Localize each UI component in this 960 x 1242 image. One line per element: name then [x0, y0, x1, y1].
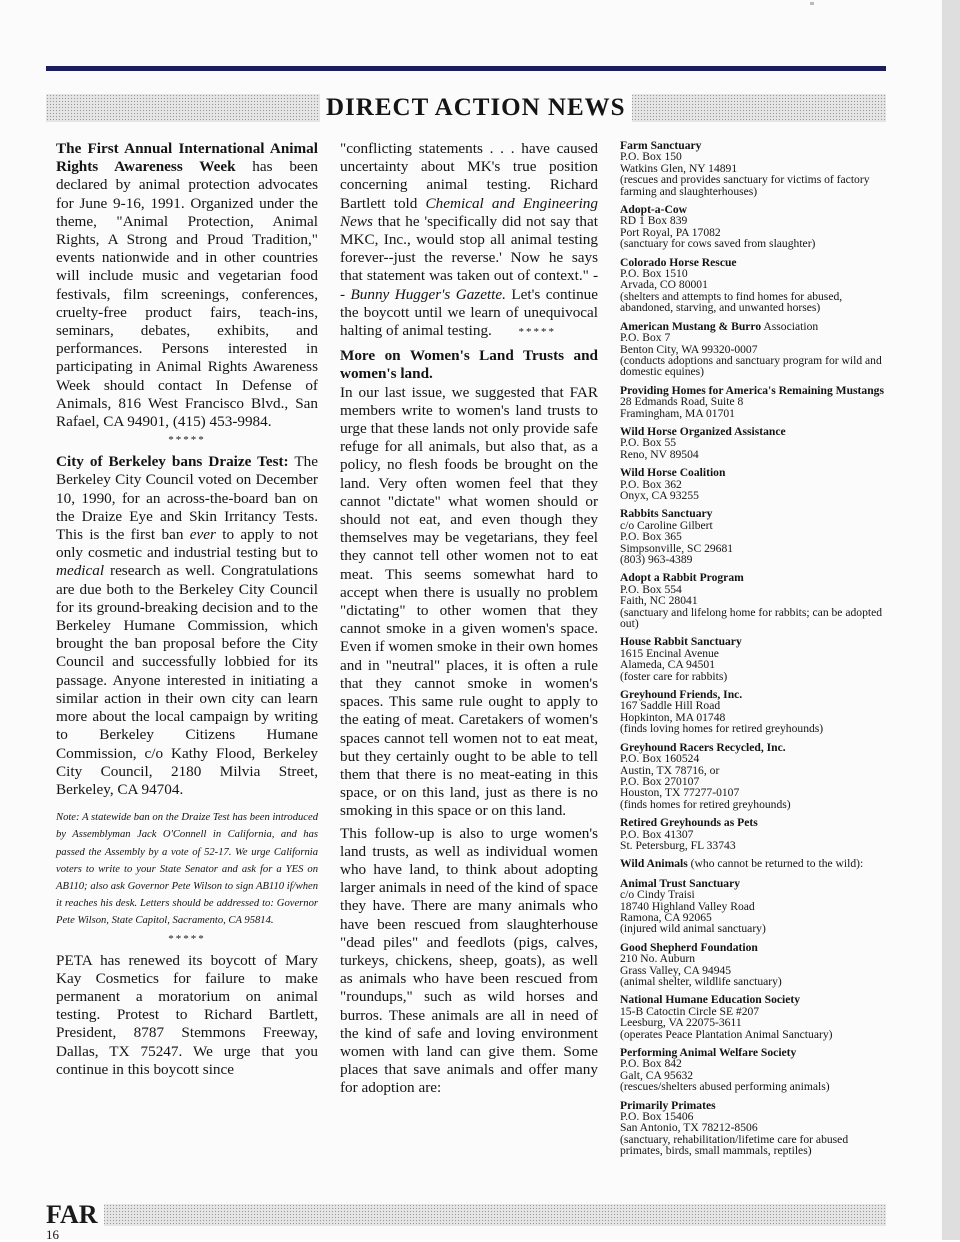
entry-name: [620, 817, 886, 828]
entry-line: Simpsonville, SC 29681: [620, 541, 734, 555]
entry-line: P.O. Box 362: [620, 477, 682, 491]
entry-line: (conducts adoptions and sanctuary program for wild and domestic equines): [620, 353, 882, 379]
article-body: Let's continue the boycott until we learn of unequivocal halting of animal testing.: [340, 285, 598, 340]
entry-line: P.O. Box 7: [620, 331, 671, 345]
entry-line: P.O. Box 554: [620, 582, 682, 596]
entry-name-text: Retired Greyhounds as Pets: [620, 816, 758, 830]
entry-line: P.O. Box 55: [620, 436, 677, 450]
directory-entry: [620, 942, 886, 988]
entry-name-text: House Rabbit Sanctuary: [620, 635, 742, 649]
entry-line: (operates Peace Plantation Animal Sanctuary): [620, 1027, 833, 1041]
page-number: 16: [46, 1227, 59, 1242]
entry-line: Framingham, MA 01701: [620, 406, 735, 420]
entry-name-text: Wild Horse Organized Assistance: [620, 424, 786, 438]
directory-entry: [620, 994, 886, 1040]
entry-line: (803) 963-4389: [620, 553, 693, 566]
article-body: to apply to not only cosmetic and industrial testing but to: [56, 526, 318, 562]
entry-line: 18740 Highland Valley Road: [620, 899, 755, 913]
entry-name-text: Performing Animal Welfare Society: [620, 1046, 797, 1060]
entry-line: (finds loving homes for retired greyhounds): [620, 722, 824, 736]
entry-name-text: American Mustang & Burro: [620, 319, 762, 333]
column-2: [340, 140, 598, 1098]
directory-entry: [620, 204, 886, 250]
entry-name-text: Greyhound Racers Recycled, Inc.: [620, 740, 786, 754]
directory-entry: [620, 878, 886, 935]
directory-entry: [620, 257, 886, 314]
entry-line: P.O. Box 41307: [620, 827, 694, 841]
entry-name-suffix: Association: [761, 319, 819, 333]
directory-entry: [620, 817, 886, 851]
wild-animals-heading: [620, 858, 886, 869]
entry-name-text: Wild Horse Coalition: [620, 466, 726, 480]
entry-line: (rescues/shelters abused performing animals): [620, 1080, 830, 1094]
entry-line: (sanctuary and lifelong home for rabbits; can be adopted out): [620, 605, 883, 631]
entry-name-text: Good Shepherd Foundation: [620, 940, 758, 954]
directory-entry: [620, 508, 886, 565]
entry-line: (foster care for rabbits): [620, 669, 728, 683]
scan-edge: [942, 0, 960, 1240]
section-title: DIRECT ACTION NEWS: [320, 92, 632, 124]
entry-name-text: Adopt a Rabbit Program: [620, 571, 744, 585]
entry-line: 167 Saddle Hill Road: [620, 699, 721, 713]
footer-band: [46, 1204, 886, 1226]
wildlife-sanctuary-list: [620, 878, 886, 1157]
emphasis: ever: [189, 526, 216, 544]
entry-line: Arvada, CO 80001: [620, 278, 708, 292]
entry-line: c/o Caroline Gilbert: [620, 518, 713, 532]
article-body: that he 'specifically did not say that MKC, Inc., would stop all animal testing forever--just the reverse.' Now he says that statement was taken out of context." --: [340, 212, 598, 303]
entry-name-text: Farm Sanctuary: [620, 139, 702, 152]
article-awareness-week: [56, 140, 318, 431]
entry-line: Benton City, WA 99320-0007: [620, 342, 758, 356]
entry-line: 1615 Encinal Avenue: [620, 646, 719, 660]
article-lead: City of Berkeley bans Draize Test:: [56, 453, 289, 471]
directory-entry: [620, 689, 886, 735]
draize-note: Note: A statewide ban on the Draize Test has been introduced by Assemblyman Jack O'Connell in California, and has passed the Assembly by a vote of 52-17. We urge California voters to write to your State Senator and ask for a YES on AB110; also ask Governor Pete Wilson to sign AB110 if/when it reaches his desk. Letters should be addressed to: Governor Pete Wilson, State Capitol, Sacramento, CA 95814.: [56, 812, 318, 927]
directory-entry: [620, 426, 886, 460]
entry-line: (rescues and provides sanctuary for victims of factory farming and slaughterhouses): [620, 173, 870, 198]
article-body: "conflicting statements . . . have caused uncertainty about MK's true position concerning animal testing. Richard Bartlett told: [340, 140, 598, 212]
article-body: The Berkeley City Council voted on December 10, 1990, for an across-the-board ban on the Draize Eye and Skin Irritancy Tests. This is the first ban: [56, 453, 318, 544]
entry-line: Faith, NC 28041: [620, 594, 698, 608]
emphasis: medical: [56, 562, 105, 580]
entry-name-text: Adopt-a-Cow: [620, 203, 687, 217]
entry-line: Austin, TX 78716, or: [620, 763, 720, 777]
entry-line: RD 1 Box 839: [620, 214, 688, 228]
entry-name-text: Rabbits Sanctuary: [620, 507, 713, 521]
separator-stars: *****: [168, 932, 206, 945]
directory-entry: [620, 140, 886, 197]
directory-entry: [620, 636, 886, 682]
entry-name: [620, 467, 886, 478]
entry-line: (injured wild animal sanctuary): [620, 922, 766, 936]
article-body: research as well. Congratulations are due both to the Berkeley City Council for its ground-breaking decision and to the Berkeley Humane Commission, which brought the ban proposal before the City Council and successfully lobbied for its passage. Anyone interested in initiating a similar action in their own city can learn more about the local campaign by writing to Berkeley Citizens Humane Commission, c/o Kathy Flood, Berkeley City Council, 2180 Milvia Street, Berkeley, CA 94704.: [56, 562, 318, 798]
separator-stars: *****: [518, 326, 556, 339]
article-mary-kay-continued: [340, 140, 598, 341]
column-1: [56, 140, 318, 1079]
entry-line: Houston, TX 77277-0107: [620, 786, 740, 800]
directory-entry: [620, 572, 886, 629]
emphasis: Chemical and Engineering News: [340, 194, 598, 230]
directory-entry: [620, 385, 886, 419]
far-logo: FAR: [46, 1200, 104, 1230]
directory-entry: [620, 467, 886, 501]
entry-line: Watkins Glen, NY 14891: [620, 161, 738, 175]
entry-line: P.O. Box 842: [620, 1057, 682, 1071]
entry-name-text: National Humane Education Society: [620, 993, 801, 1007]
entry-line: Reno, NV 89504: [620, 447, 699, 461]
article-berkeley-draize: [56, 453, 318, 799]
entry-line: c/o Cindy Traisi: [620, 888, 695, 902]
wild-animals-text: (who cannot be returned to the wild):: [687, 857, 864, 871]
entry-line: Hopkinton, MA 01748: [620, 710, 726, 724]
entry-name-text: Greyhound Friends, Inc.: [620, 688, 743, 702]
entry-line: 210 No. Auburn: [620, 952, 696, 966]
entry-line: Leesburg, VA 22075-3611: [620, 1016, 742, 1030]
column-3-directory: [620, 140, 886, 1164]
entry-name-text: Animal Trust Sanctuary: [620, 876, 741, 890]
entry-line: (animal shelter, wildlife sanctuary): [620, 975, 782, 988]
entry-line: P.O. Box 365: [620, 530, 682, 544]
directory-entry: [620, 1047, 886, 1093]
entry-line: 28 Edmands Road, Suite 8: [620, 395, 744, 409]
entry-name-text: Primarily Primates: [620, 1098, 716, 1112]
entry-line: P.O. Box 150: [620, 150, 682, 164]
directory-entry: [620, 742, 886, 810]
entry-line: (sanctuary, rehabilitation/lifetime care for abused primates, birds, small mammals, reptiles): [620, 1132, 849, 1158]
article-peta-boycott: PETA has renewed its boycott of Mary Kay Cosmetics for failure to make permanent a moratorium on animal testing. Protest to Richard Bartlett, President, 8787 Stemmons Freeway, Dallas, TX 75247. We urge that you continue in this boycott since: [56, 951, 318, 1078]
article-adoption: This follow-up is also to urge women's land trusts, as well as individual women who have land, to think about adopting larger animals in need of the kind of space they have. There are many animals who have been rescued from slaughterhouse "dead piles" and feedlots (pigs, calves, turkeys, chickens, sheep, goats), as well as animals who have been rescued from "roundups," such as wild horses and burros. These animals are all in need of the kind of safe and loving environment women with land can give them. Some places that save animals and offer many for adoption are:: [340, 824, 598, 1097]
directory-entry: [620, 1100, 886, 1157]
entry-line: Ramona, CA 92065: [620, 910, 712, 924]
top-rule: [46, 66, 886, 71]
entry-line: (sanctuary for cows saved from slaughter): [620, 237, 816, 251]
entry-name-text: Colorado Horse Rescue: [620, 255, 737, 269]
entry-line: P.O. Box 270107: [620, 774, 700, 788]
entry-line: (shelters and attempts to find homes for abused, abandoned, starving, and unwanted horses): [620, 289, 843, 315]
entry-line: P.O. Box 15406: [620, 1110, 694, 1124]
entry-line: P.O. Box 1510: [620, 267, 688, 281]
entry-line: 15-B Catoctin Circle SE #207: [620, 1004, 760, 1018]
article-land-trusts: In our last issue, we suggested that FAR members write to women's land trusts to urge that these lands not only provide safe refuge for all animals, but also that, as a policy, no flesh foods be brought on the land. Very often women feel that they cannot "dictate" what women should or should not eat, and even though they themselves may be vegetarians, they feel they cannot tell other women not to eat meat. This seems somewhat hard to accept when there is usually no problem "dictating" to other women that they cannot smoke in a given women's space. Even if women smoke in their own homes and in "neutral" places, it is often a rule that they cannot smoke in women's spaces. This same rule ought to apply to the eating of meat. Caretakers of women's spaces cannot tell women not to eat meat, but they certainly ought to be able to tell them that there is no meat-eating in this space, or on this land, just as there is no smoking in this space or on this land.: [340, 383, 598, 820]
entry-line: Galt, CA 95632: [620, 1068, 694, 1082]
entry-line: Grass Valley, CA 94945: [620, 963, 732, 977]
directory-entry: [620, 321, 886, 378]
entry-line: (finds homes for retired greyhounds): [620, 797, 791, 811]
article-lead: The First Annual International Animal Rights Awareness Week: [56, 140, 318, 176]
entry-line: Port Royal, PA 17082: [620, 225, 721, 239]
entry-line: San Antonio, TX 78212-8506: [620, 1121, 758, 1135]
article-heading: More on Women's Land Trusts and women's land.: [340, 347, 598, 383]
entry-line: P.O. Box 160524: [620, 752, 700, 766]
entry-name-text: Providing Homes for America's Remaining Mustangs: [620, 383, 884, 397]
entry-line: Onyx, CA 93255: [620, 488, 699, 502]
entry-line: St. Petersburg, FL 33743: [620, 838, 736, 852]
entry-line: Alameda, CA 94501: [620, 658, 715, 672]
scan-mark: [810, 2, 814, 5]
wild-animals-label: Wild Animals: [620, 857, 688, 871]
separator-stars: *****: [168, 434, 206, 447]
sanctuary-list: [620, 140, 886, 851]
emphasis: Bunny Hugger's Gazette.: [350, 285, 506, 303]
article-body: has been declared by animal protection advocates for June 9-16, 1991. Organized under the theme, "Animal Protection, Animal Rights, A Strong and Proud Tradition," events nationwide and in other countries will include music and vegetarian food festivals, film screenings, conferences, cruelty-free product fairs, teach-ins, seminars, debates, exhibits, and performances. Persons interested in participating in Animal Rights Awareness Week should contact In Defense of Animals, 816 West Francisco Blvd., San Rafael, CA 94901, (415) 453-9984.: [56, 158, 318, 431]
